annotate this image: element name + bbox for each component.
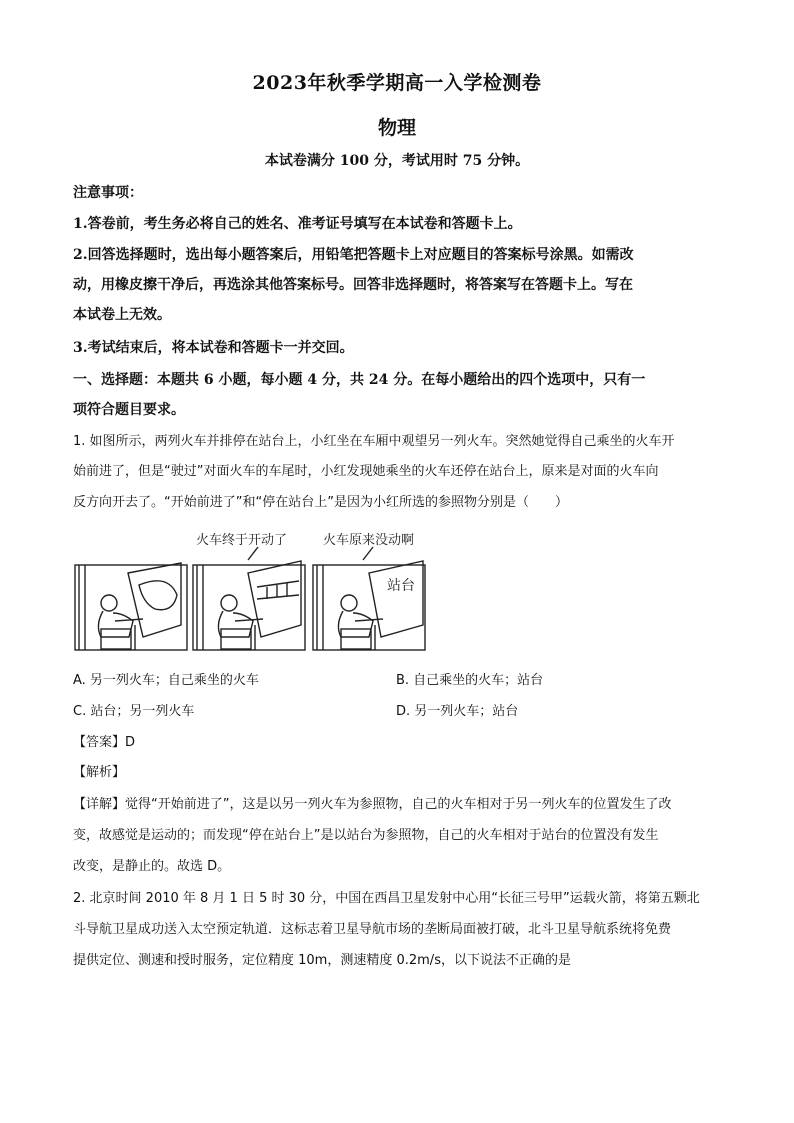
answer-value: D [125, 735, 136, 750]
detail-line-3: 改变，是静止的。故选 D。 [73, 859, 231, 874]
detail-line-1 [73, 795, 723, 815]
option-c: C. 站台；另一列火车 [73, 704, 195, 719]
section-heading-line-1: 一、选择题：本题共 6 小题，每小题 4 分，共 24 分。在每小题给出的四个选项中，只有一 [73, 372, 646, 388]
note-item-2-line-3: 本试卷上无效。 [73, 307, 171, 323]
analysis-tag: 【解析】 [73, 765, 126, 780]
note-item-3: 3.考试结束后，将本试卷和答题卡一并交回。 [73, 340, 354, 356]
question-1-line-3: 反方向开去了。“开始前进了”和“停在站台上”是因为小红所选的参照物分别是（ ） [73, 495, 568, 510]
answer-tag: 【答案】 [73, 735, 126, 750]
notes-heading: 注意事项： [73, 185, 143, 201]
detail-line-2: 变，故感觉是运动的；而发现“停在站台上”是以站台为参照物，自己的火车相对于站台的位置没有发生 [73, 828, 659, 843]
note-item-2-line-1: 2.回答选择题时，选出每小题答案后，用铅笔把答题卡上对应题目的答案标号涂黑。如需改 [73, 247, 634, 263]
question-1-line-1: 1. 如图所示，两列火车并排停在站台上，小红坐在车厢中观望另一列火车。突然她觉得自己乘坐的火车开 [73, 434, 675, 449]
note-item-1: 1.答卷前，考生务必将自己的姓名、准考证号填写在本试卷和答题卡上。 [73, 216, 522, 232]
detail-text-1: 觉得“开始前进了”，这是以另一列火车为参照物，自己的火车相对于另一列火车的位置发生了改 [125, 797, 672, 812]
question-2-line-2: 斗导航卫星成功送入太空预定轨道．这标志着卫星导航市场的垄断局面被打破，北斗卫星导航系统将免费 [73, 922, 672, 937]
train-cartoon-illustration [73, 525, 433, 655]
option-b: B. 自己乘坐的火车；站台 [396, 673, 544, 688]
question-1-line-2: 始前进了，但是“驶过”对面火车的车尾时，小红发现她乘坐的火车还停在站台上，原来是对面的火车向 [73, 464, 659, 479]
question-1-figure [73, 525, 433, 655]
answer-line [73, 733, 723, 753]
subject-title: 物理 [377, 117, 416, 139]
option-d: D. 另一列火车；站台 [396, 704, 519, 719]
figure-caption-1: 火车终于开动了 [196, 533, 288, 548]
question-2-line-3: 提供定位、测速和授时服务，定位精度 10m，测速精度 0.2m/s，以下说法不正确的是 [73, 953, 571, 968]
option-a: A. 另一列火车；自己乘坐的火车 [73, 673, 259, 688]
exam-title: 2023年秋季学期高一入学检测卷 [252, 72, 542, 94]
figure-caption-2: 火车原来没动啊 [323, 533, 415, 548]
platform-sign-label: 站台 [387, 578, 415, 594]
section-heading-line-2: 项符合题目要求。 [73, 402, 185, 418]
detail-tag: 【详解】 [73, 797, 126, 812]
note-item-2-line-2: 动，用橡皮擦干净后，再选涂其他答案标号。回答非选择题时，将答案写在答题卡上。写在 [73, 277, 633, 293]
question-2-line-1: 2. 北京时间 2010 年 8 月 1 日 5 时 30 分，中国在西昌卫星发射中心用“长征三号甲”运载火箭，将第五颗北 [73, 891, 700, 906]
exam-info: 本试卷满分 100 分，考试用时 75 分钟。 [264, 153, 530, 169]
